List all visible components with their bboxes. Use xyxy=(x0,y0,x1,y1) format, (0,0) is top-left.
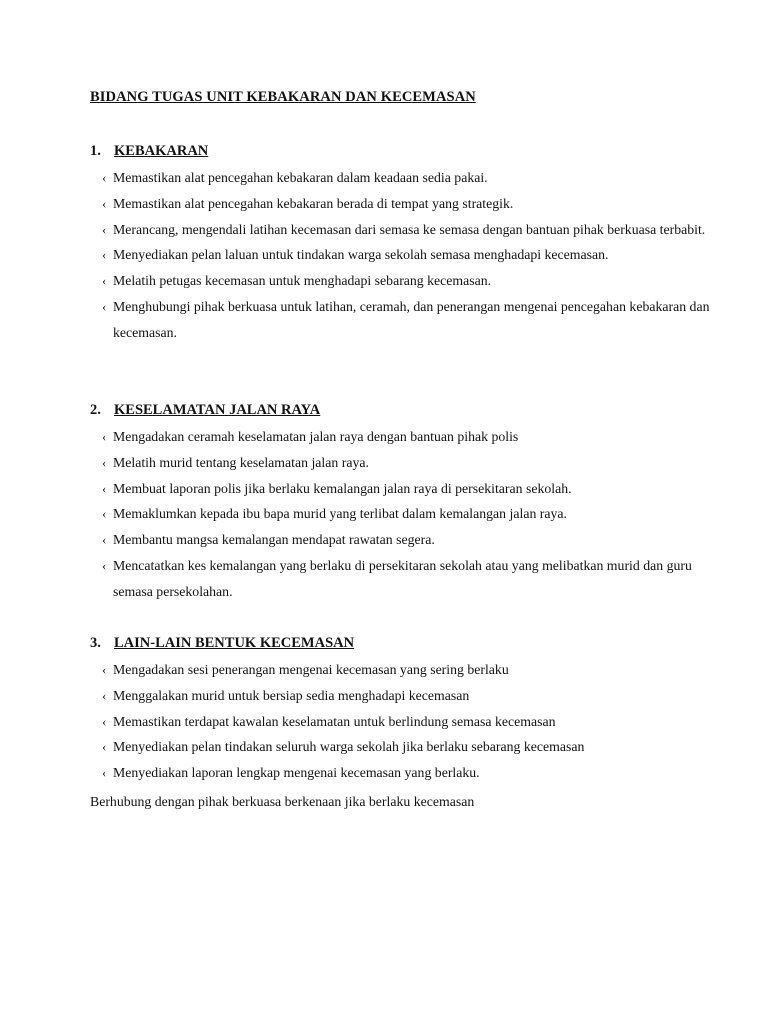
list-item xyxy=(90,476,710,502)
list-item xyxy=(90,268,710,294)
arrow-bullet-icon: ‹ xyxy=(102,195,107,211)
list-item-text: Mengadakan ceramah keselamatan jalan raya dengan bantuan pihak polis xyxy=(113,429,519,444)
list-item-text: Membuat laporan polis jika berlaku kemalangan jalan raya di persekitaran sekolah. xyxy=(113,480,572,496)
list-item-text: Menggalakan murid untuk bersiap sedia menghadapi kecemasan xyxy=(113,687,470,703)
list-item xyxy=(90,191,710,217)
section-heading xyxy=(90,632,710,654)
arrow-bullet-icon: ‹ xyxy=(102,739,107,755)
section-item-list xyxy=(90,165,710,346)
section-title: KESELAMATAN JALAN RAYA xyxy=(114,402,321,418)
list-item-text: Melatih murid tentang keselamatan jalan raya. xyxy=(113,454,369,470)
arrow-bullet-icon: ‹ xyxy=(102,480,107,496)
list-item xyxy=(90,657,710,683)
section-number: 2. xyxy=(90,402,101,418)
closing-line: Berhubung dengan pihak berkuasa berkenaan jika berlaku kecemasan xyxy=(90,794,475,809)
list-item xyxy=(90,424,710,450)
arrow-bullet-icon: ‹ xyxy=(102,273,107,289)
list-item xyxy=(90,527,710,553)
list-item-text: Menyediakan laporan lengkap mengenai kecemasan yang berlaku. xyxy=(113,765,480,781)
list-item-text: Memastikan terdapat kawalan keselamatan untuk berlindung semasa kecemasan xyxy=(113,713,556,729)
arrow-bullet-icon: ‹ xyxy=(102,713,107,729)
list-item-text: Membantu mangsa kemalangan mendapat rawatan segera. xyxy=(113,532,435,548)
list-item xyxy=(90,450,710,476)
section-number: 1. xyxy=(90,143,101,159)
section-lain-lain-bentuk-kecemasan xyxy=(90,632,710,786)
section-item-list xyxy=(90,424,710,605)
arrow-bullet-icon: ‹ xyxy=(102,765,107,781)
arrow-bullet-icon: ‹ xyxy=(102,298,107,314)
list-item-text: Mencatatkan kes kemalangan yang berlaku di persekitaran sekolah atau yang melibatkan murid dan guru semasa persekolahan. xyxy=(113,557,692,599)
arrow-bullet-icon: ‹ xyxy=(102,662,107,677)
list-item xyxy=(90,294,710,346)
section-title: LAIN-LAIN BENTUK KECEMASAN xyxy=(114,635,355,651)
list-item-text: Melatih petugas kecemasan untuk menghadapi sebarang kecemasan. xyxy=(113,273,492,289)
arrow-bullet-icon: ‹ xyxy=(102,170,107,185)
list-item xyxy=(90,217,710,243)
list-item xyxy=(90,709,710,735)
arrow-bullet-icon: ‹ xyxy=(102,532,107,548)
list-item xyxy=(90,501,710,527)
list-item-text: Memastikan alat pencegahan kebakaran berada di tempat yang strategik. xyxy=(113,195,514,211)
list-item xyxy=(90,553,710,605)
list-item-text: Merancang, mengendali latihan kecemasan dari semasa ke semasa dengan bantuan pihak berkuasa terbabit. xyxy=(113,221,706,237)
section-title: KEBAKARAN xyxy=(114,143,209,159)
list-item-text: Memaklumkan kepada ibu bapa murid yang terlibat dalam kemalangan jalan raya. xyxy=(113,506,567,522)
list-item xyxy=(90,242,710,268)
list-item xyxy=(90,683,710,709)
document-title: BIDANG TUGAS UNIT KEBAKARAN DAN KECEMASAN xyxy=(90,89,476,105)
section-item-list xyxy=(90,657,710,786)
arrow-bullet-icon: ‹ xyxy=(102,687,107,703)
section-heading xyxy=(90,399,710,421)
arrow-bullet-icon: ‹ xyxy=(102,506,107,522)
section-keselamatan-jalan-raya xyxy=(90,399,710,605)
section-heading xyxy=(90,140,710,162)
arrow-bullet-icon: ‹ xyxy=(102,221,107,237)
list-item-text: Menyediakan pelan laluan untuk tindakan warga sekolah semasa menghadapi kecemasan. xyxy=(113,247,609,263)
list-item-text: Memastikan alat pencegahan kebakaran dalam keadaan sedia pakai. xyxy=(113,170,488,185)
list-item-text: Mengadakan sesi penerangan mengenai kecemasan yang sering berlaku xyxy=(113,662,509,677)
arrow-bullet-icon: ‹ xyxy=(102,247,107,263)
arrow-bullet-icon: ‹ xyxy=(102,557,107,573)
arrow-bullet-icon: ‹ xyxy=(102,429,107,444)
list-item xyxy=(90,760,710,786)
list-item-text: Menyediakan pelan tindakan seluruh warga sekolah jika berlaku sebarang kecemasan xyxy=(113,739,585,755)
section-kebakaran xyxy=(90,140,710,346)
section-number: 3. xyxy=(90,635,101,651)
list-item xyxy=(90,734,710,760)
list-item-text: Menghubungi pihak berkuasa untuk latihan, ceramah, dan penerangan mengenai pencegahan kebakaran dan kecemasan. xyxy=(113,298,710,340)
list-item xyxy=(90,165,710,191)
arrow-bullet-icon: ‹ xyxy=(102,454,107,470)
